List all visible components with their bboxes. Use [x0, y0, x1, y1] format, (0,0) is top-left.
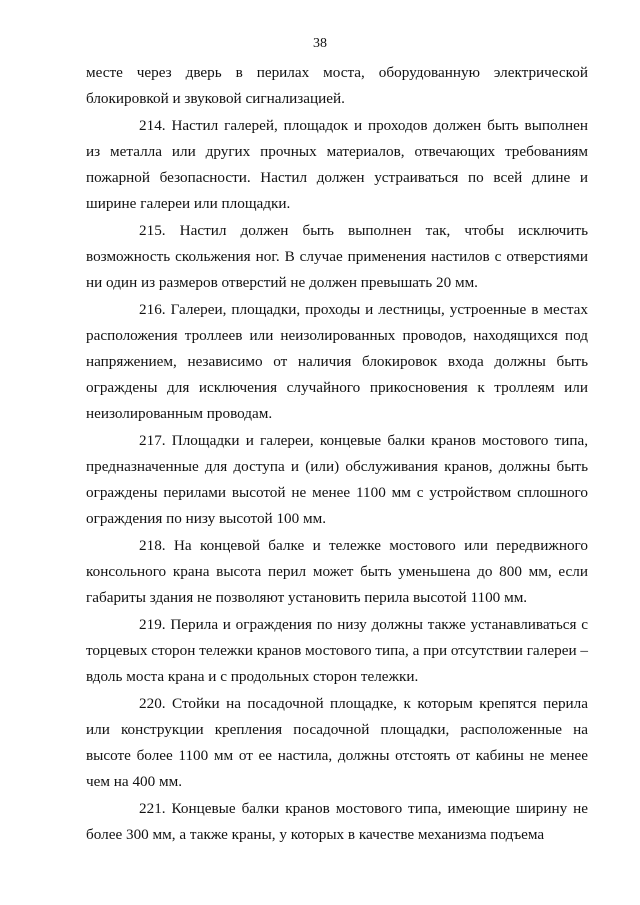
paragraph-217: 217. Площадки и галереи, концевые балки кранов мостового типа, предназначенные для доступа и (или) обслуживания кранов, должны быть ограждены перилами высотой не менее 1100 мм с устройством сплошного ограждения по низу высотой 100 мм. [86, 432, 588, 527]
paragraph-219: 219. Перила и ограждения по низу должны также устанавливаться с торцевых сторон тележки кранов мостового типа, а при отсутствии галереи – вдоль моста крана и с продольных сторон тележки. [86, 616, 588, 685]
paragraph-220: 220. Стойки на посадочной площадке, к которым крепятся перила или конструкции крепления посадочной площадки, расположенные на высоте более 1100 мм от ее настила, должны отстоять от кабины не менее чем на 400 мм. [86, 695, 588, 790]
document-body [86, 60, 588, 849]
page-number: 38 [313, 36, 327, 51]
paragraph-216: 216. Галереи, площадки, проходы и лестницы, устроенные в местах расположения троллеев или неизолированных проводов, находящихся под напряжением, независимо от наличия блокировок входа должны быть ограждены для исключения случайного прикосновения к троллеям или неизолированным проводам. [86, 301, 588, 422]
paragraph-215: 215. Настил должен быть выполнен так, чтобы исключить возможность скольжения ног. В случае применения настилов с отверстиями ни один из размеров отверстий не должен превышать 20 мм. [86, 222, 588, 291]
paragraph-218: 218. На концевой балке и тележке мостового или передвижного консольного крана высота перил может быть уменьшена до 800 мм, если габариты здания не позволяют установить перила высотой 1100 мм. [86, 537, 588, 606]
paragraph-continuation: месте через дверь в перилах моста, оборудованную электрической блокировкой и звуковой сигнализацией. [86, 64, 588, 107]
paragraph-221: 221. Концевые балки кранов мостового типа, имеющие ширину не более 300 мм, а также краны, у которых в качестве механизма подъема [86, 800, 588, 843]
paragraph-214: 214. Настил галерей, площадок и проходов должен быть выполнен из металла или других прочных материалов, отвечающих требованиям пожарной безопасности. Настил должен устраиваться по всей длине и ширине галереи или площадки. [86, 117, 588, 212]
